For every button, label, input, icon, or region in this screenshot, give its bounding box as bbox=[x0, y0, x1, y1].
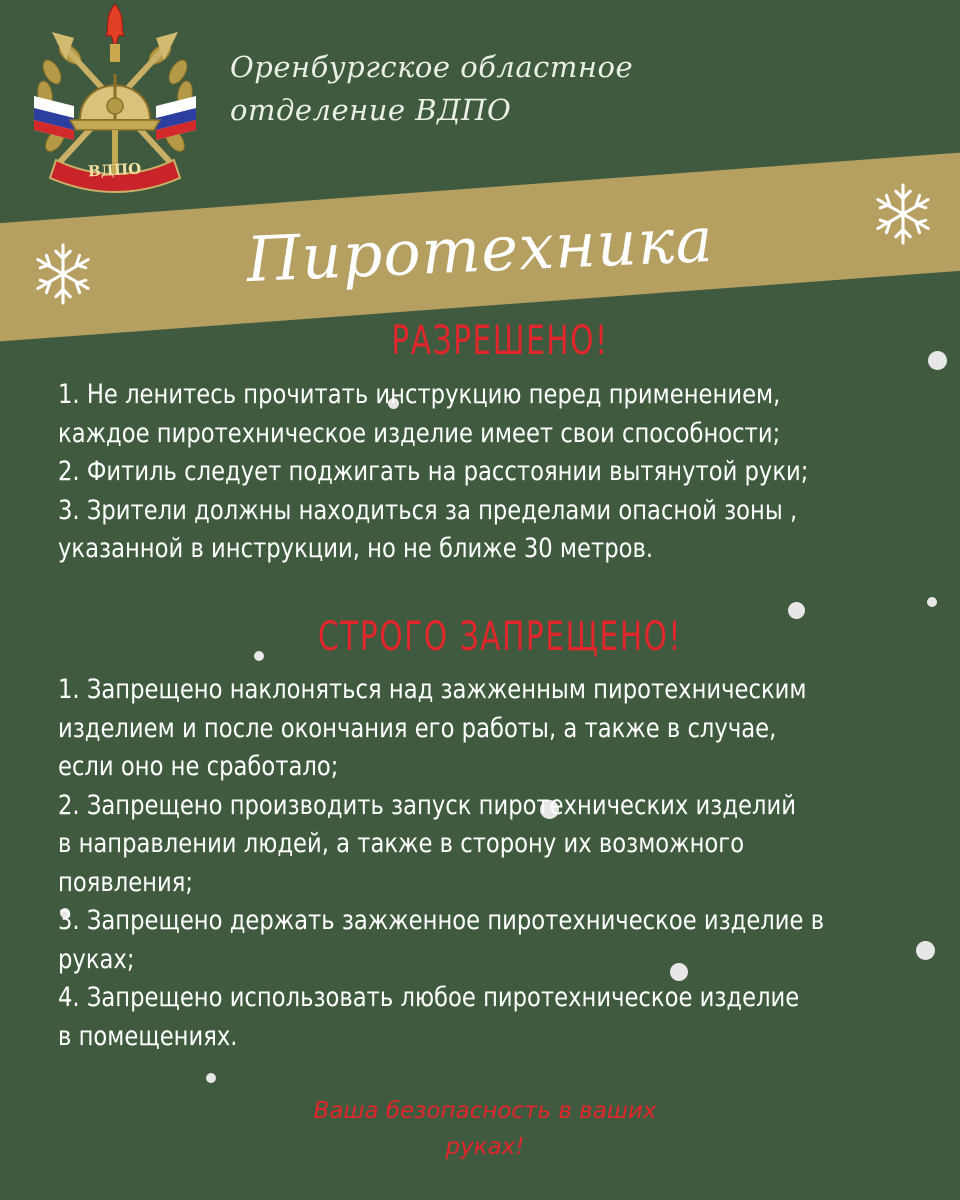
list-line: 2. Запрещено производить запуск пиротехнических изделий bbox=[58, 789, 796, 821]
snow-dot bbox=[928, 351, 947, 370]
allowed-list bbox=[58, 376, 898, 569]
list-line: если оно не сработало; bbox=[58, 751, 339, 782]
page-title: Пиротехника bbox=[245, 202, 715, 297]
list-line: 2. Фитиль следует поджигать на расстоянии вытянутой руки; bbox=[58, 456, 809, 487]
emblem-label: ВДПО bbox=[87, 159, 142, 181]
organization-line-1: Оренбургское областное bbox=[230, 50, 634, 84]
list-line: изделием и после окончания его работы, а также в случае, bbox=[58, 712, 777, 744]
list-line: 3. Зрители должны находиться за пределами опасной зоны , bbox=[58, 494, 798, 526]
list-line: руках; bbox=[58, 943, 135, 975]
list-line: 4. Запрещено использовать любое пиротехническое изделие bbox=[58, 982, 800, 1013]
list-line: 1. Не ленитесь прочитать инструкцию перед применением, bbox=[58, 379, 781, 410]
list-line: в помещениях. bbox=[58, 1020, 238, 1052]
footer-slogan bbox=[230, 1093, 740, 1165]
snow-dot bbox=[916, 941, 935, 960]
list-line: 3. Запрещено держать зажженное пиротехническое изделие в bbox=[58, 905, 825, 936]
list-line: появления; bbox=[58, 866, 194, 898]
forbidden-heading: СТРОГО ЗАПРЕЩЕНО! bbox=[317, 614, 683, 660]
organization-line-2: отделение ВДПО bbox=[230, 93, 512, 127]
snow-dot bbox=[927, 597, 937, 607]
allowed-heading: РАЗРЕШЕНО! bbox=[391, 318, 609, 364]
footer-line-1: Ваша безопасность в ваших bbox=[313, 1098, 657, 1124]
list-line: каждое пиротехническое изделие имеет свои способности; bbox=[58, 417, 781, 449]
snow-dot bbox=[206, 1073, 216, 1083]
snowflake-icon bbox=[32, 243, 94, 305]
organization-name bbox=[230, 46, 650, 132]
forbidden-list bbox=[58, 671, 898, 1056]
list-line: 1. Запрещено наклоняться над зажженным пиротехническим bbox=[58, 674, 807, 705]
list-line: указанной в инструкции, но не ближе 30 метров. bbox=[58, 533, 654, 564]
snowflake-icon bbox=[872, 183, 934, 245]
list-line: в направлении людей, а также в сторону их возможного bbox=[58, 828, 745, 859]
footer-line-2: руках! bbox=[445, 1134, 525, 1160]
